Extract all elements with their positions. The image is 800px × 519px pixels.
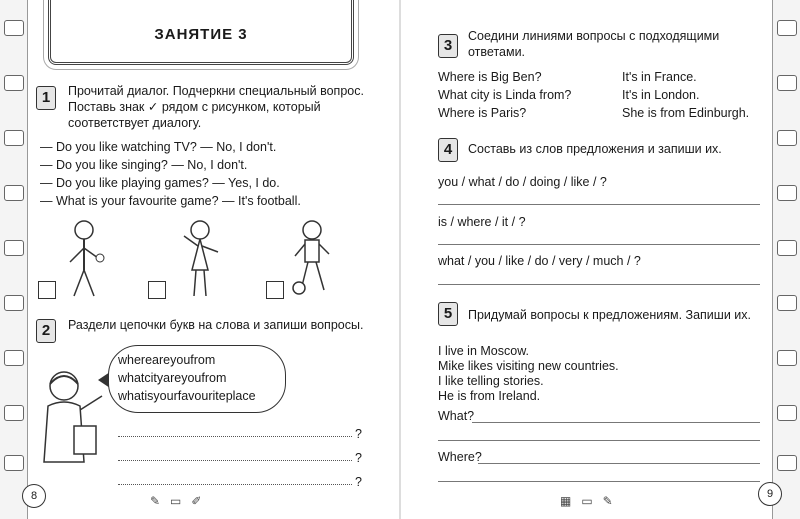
page-number-left: 8 <box>22 484 46 508</box>
task4-instruction: Составь из слов предложения и запиши их. <box>468 142 722 156</box>
task-number: 2 <box>36 319 56 343</box>
doodle-icon <box>4 455 24 471</box>
answer-line[interactable] <box>438 244 760 245</box>
answer-checkbox-2[interactable] <box>148 281 166 299</box>
task5-instruction: Придумай вопросы к предложениям. Запиши их. <box>468 308 751 322</box>
task3-instruction: Соедини линиями вопросы с подходящими ответами. <box>468 29 720 59</box>
answer-line[interactable] <box>438 481 760 482</box>
answer-line[interactable] <box>118 436 352 437</box>
dialogue-line: — Do you like watching TV? — No, I don't. <box>40 140 277 154</box>
question-mark: ? <box>355 475 362 489</box>
doodle-icon <box>777 20 797 36</box>
singing-girl-illustration <box>176 218 226 300</box>
answer-line[interactable] <box>118 484 352 485</box>
dialogue-line: — Do you like singing? — No, I don't. <box>40 158 248 172</box>
answer-line[interactable] <box>438 204 760 205</box>
doodle-icon <box>777 455 797 471</box>
task-number: 4 <box>438 138 458 162</box>
doodle-icon <box>4 350 24 366</box>
page-number-right: 9 <box>758 482 782 506</box>
doodle-icon <box>777 295 797 311</box>
doodle-icon <box>4 75 24 91</box>
letter-chain: whatisyourfavouriteplace <box>118 389 256 403</box>
doodle-icon <box>4 295 24 311</box>
answer-checkbox-3[interactable] <box>266 281 284 299</box>
doodle-icon <box>777 75 797 91</box>
question-mark: ? <box>355 427 362 441</box>
sentence: I live in Moscow. <box>438 344 530 358</box>
dialogue-line: — Do you like playing games? — Yes, I do. <box>40 176 280 190</box>
sentence: I like telling stories. <box>438 374 544 388</box>
football-boy-illustration <box>290 218 340 300</box>
match-question: Where is Big Ben? <box>438 70 542 84</box>
doodle-icon <box>4 240 24 256</box>
prompt-what: What? <box>438 409 475 423</box>
doodle-icon <box>777 350 797 366</box>
task2-instruction: Раздели цепочки букв на слова и запиши вопросы. <box>68 318 364 332</box>
left-doodle-border <box>0 0 28 519</box>
task1-instruction: Прочитай диалог. Подчеркни специальный вопрос. Поставь знак ✓ рядом с рисунком, который соответствует диалогу. <box>68 84 364 130</box>
doodle-icon <box>777 185 797 201</box>
word-set: what / you / like / do / very / much / ? <box>438 254 641 268</box>
match-answer: She is from Edinburgh. <box>622 106 750 120</box>
match-question: What city is Linda from? <box>438 88 572 102</box>
lesson-title-frame <box>48 0 354 65</box>
answer-checkbox-1[interactable] <box>38 281 56 299</box>
sentence: Mike likes visiting new countries. <box>438 359 619 373</box>
task-number: 5 <box>438 302 458 326</box>
word-set: you / what / do / doing / like / ? <box>438 175 607 189</box>
doodle-icon <box>777 130 797 146</box>
footer-stationery-icons: ▦ ▭ ✎ <box>560 494 613 508</box>
match-answer: It's in London. <box>622 88 700 102</box>
doodle-icon <box>4 405 24 421</box>
question-mark: ? <box>355 451 362 465</box>
right-doodle-border <box>772 0 800 519</box>
answer-line[interactable] <box>438 440 760 441</box>
doodle-icon <box>4 20 24 36</box>
match-answer: It's in France. <box>622 70 697 84</box>
word-set: is / where / it / ? <box>438 215 526 229</box>
doodle-icon <box>777 240 797 256</box>
task-number: 3 <box>438 34 458 58</box>
prompt-where: Where? <box>438 450 482 464</box>
letter-chain: whereareyoufrom <box>118 353 216 367</box>
task-number: 1 <box>36 86 56 110</box>
letter-chain: whatcityareyoufrom <box>118 371 227 385</box>
doodle-icon <box>777 405 797 421</box>
answer-line[interactable] <box>472 422 760 423</box>
answer-line[interactable] <box>438 284 760 285</box>
doodle-icon <box>4 130 24 146</box>
doodle-icon <box>4 185 24 201</box>
sentence: He is from Ireland. <box>438 389 541 403</box>
footer-stationery-icons: ✎ ▭ ✐ <box>150 494 202 508</box>
answer-line[interactable] <box>118 460 352 461</box>
boy-with-headphones-illustration <box>60 218 110 300</box>
page-spine <box>399 0 401 519</box>
dialogue-line: — What is your favourite game? — It's football. <box>40 194 301 208</box>
match-question: Where is Paris? <box>438 106 527 120</box>
lesson-title: ЗАНЯТИЕ 3 <box>154 26 248 43</box>
answer-line[interactable] <box>478 463 760 464</box>
